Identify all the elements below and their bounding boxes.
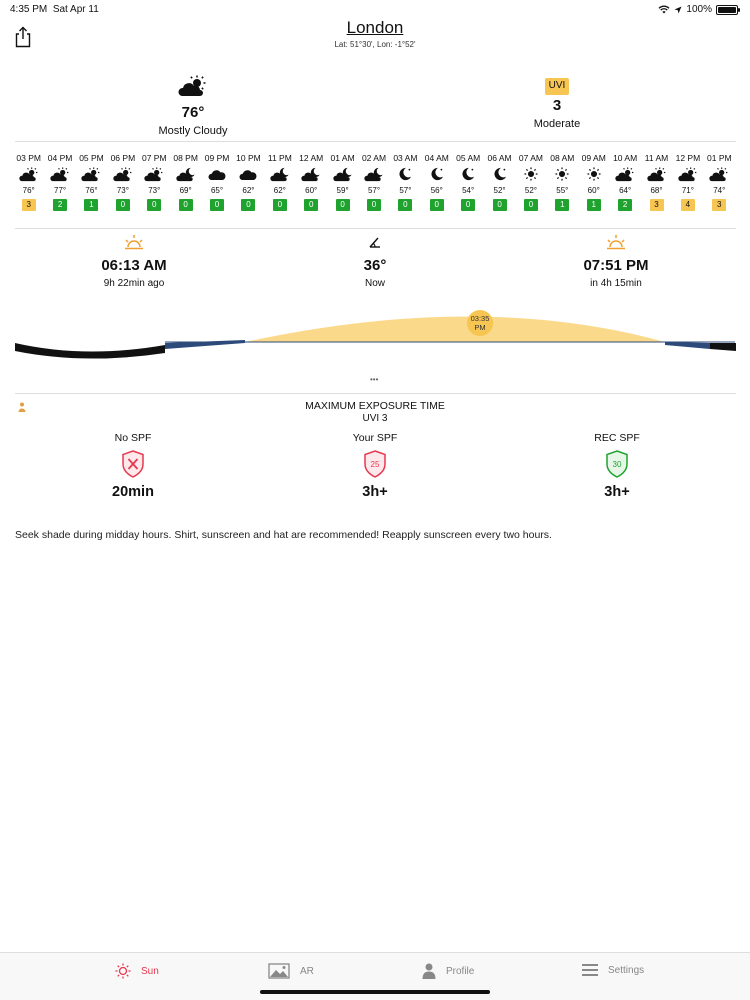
daylight-area xyxy=(245,317,665,343)
person-icon xyxy=(422,963,436,979)
hour-time: 04 PM xyxy=(47,153,73,163)
hour-uv-badge: 0 xyxy=(493,199,507,211)
hour-temperature: 52° xyxy=(524,185,537,195)
hour-uv-badge: 0 xyxy=(524,199,538,211)
hourly-item[interactable] xyxy=(107,153,138,211)
current-weather xyxy=(93,75,293,137)
cloudy-moon-icon xyxy=(296,165,327,183)
hour-time: 09 AM xyxy=(581,153,606,163)
hour-time: 04 AM xyxy=(424,153,449,163)
hourly-item[interactable] xyxy=(44,153,75,211)
partly-cloudy-day-icon xyxy=(13,165,44,183)
uvi-label: Moderate xyxy=(533,118,581,130)
location-arrow-icon xyxy=(674,6,682,14)
hour-temperature: 57° xyxy=(367,185,381,195)
hour-temperature: 71° xyxy=(681,185,694,195)
sun-angle-label: Now xyxy=(364,278,385,289)
hourly-item[interactable] xyxy=(390,153,421,211)
cloudy-moon-icon xyxy=(170,165,201,183)
cloudy-moon-icon xyxy=(327,165,358,183)
uvi-badge: UVI xyxy=(545,78,570,95)
partly-cloudy-day-icon xyxy=(641,165,672,183)
partly-cloudy-day-icon xyxy=(609,165,640,183)
hour-temperature: 62° xyxy=(242,185,255,195)
tab-profile[interactable] xyxy=(422,963,474,979)
hour-temperature: 73° xyxy=(148,185,161,195)
hourly-item[interactable] xyxy=(452,153,483,211)
hour-temperature: 76° xyxy=(22,185,35,195)
battery-percent: 100% xyxy=(686,4,712,15)
hour-uv-badge: 0 xyxy=(210,199,224,211)
hour-time: 05 PM xyxy=(79,153,104,163)
current-temperature: 76° xyxy=(181,104,205,121)
uvi-value: 3 xyxy=(552,97,562,114)
hour-time: 07 AM xyxy=(518,153,543,163)
hourly-item[interactable] xyxy=(578,153,609,211)
hourly-item[interactable] xyxy=(201,153,232,211)
current-time-line2: PM xyxy=(474,323,486,332)
hour-temperature: 59° xyxy=(336,185,349,195)
hour-uv-badge: 0 xyxy=(367,199,381,211)
person-icon xyxy=(18,402,26,412)
hourly-item[interactable] xyxy=(296,153,327,211)
hourly-item[interactable] xyxy=(233,153,264,211)
tab-profile-label: Profile xyxy=(446,965,475,977)
hourly-item[interactable] xyxy=(76,153,107,211)
hour-temperature: 56° xyxy=(430,185,443,195)
sun-info xyxy=(0,234,750,294)
hour-time: 09 PM xyxy=(204,153,230,163)
sunrise-icon xyxy=(123,234,145,250)
your-spf-time: 3h+ xyxy=(362,484,388,500)
hour-uv-badge: 0 xyxy=(116,199,130,211)
hourly-item[interactable] xyxy=(421,153,452,211)
your-spf-column xyxy=(305,432,445,500)
hour-uv-badge: 0 xyxy=(147,199,161,211)
hour-temperature: 68° xyxy=(650,185,663,195)
battery-icon xyxy=(716,5,738,15)
hour-time: 08 AM xyxy=(550,153,575,163)
sunset-icon xyxy=(605,234,627,250)
hourly-item[interactable] xyxy=(547,153,578,211)
cloudy-moon-icon xyxy=(358,165,389,183)
twilight-left xyxy=(165,340,245,349)
tab-ar-label: AR xyxy=(300,965,314,977)
hour-uv-badge: 3 xyxy=(712,199,726,211)
hour-temperature: 52° xyxy=(493,185,506,195)
partly-cloudy-day-icon xyxy=(139,165,170,183)
current-summary xyxy=(0,75,750,135)
hour-uv-badge: 0 xyxy=(179,199,193,211)
hour-temperature: 76° xyxy=(85,185,98,195)
hour-uv-badge: 0 xyxy=(336,199,350,211)
exposure-title: MAXIMUM EXPOSURE TIME xyxy=(305,400,445,412)
hour-uv-badge: 1 xyxy=(555,199,569,211)
sun-advice: Seek shade during midday hours. Shirt, sunscreen and hat are recommended! Reapply sunscreen every two hours. xyxy=(15,529,552,541)
tab-sun-label: Sun xyxy=(141,965,159,977)
hour-uv-badge: 0 xyxy=(461,199,475,211)
partly-cloudy-day-icon xyxy=(672,165,703,183)
hourly-item[interactable] xyxy=(641,153,672,211)
sun-path-chart xyxy=(15,305,736,365)
partly-cloudy-day-icon xyxy=(178,75,208,97)
rec-spf-column xyxy=(547,432,687,500)
current-uv xyxy=(457,75,657,130)
moon-icon xyxy=(390,165,421,183)
cloud-icon xyxy=(233,165,264,183)
hour-time: 10 AM xyxy=(613,153,638,163)
city-name[interactable]: London xyxy=(346,18,404,37)
hour-uv-badge: 0 xyxy=(398,199,412,211)
exposure-section xyxy=(0,400,750,500)
tab-sun[interactable] xyxy=(115,963,159,979)
sun-angle: 36° xyxy=(363,257,387,274)
moon-icon xyxy=(452,165,483,183)
hour-uv-badge: 1 xyxy=(84,199,98,211)
hourly-item[interactable] xyxy=(358,153,389,211)
image-icon xyxy=(268,963,290,979)
hour-time: 11 PM xyxy=(267,153,292,163)
divider xyxy=(15,393,736,394)
cloudy-moon-icon xyxy=(264,165,295,183)
twilight-right xyxy=(665,342,710,349)
no-spf-label: No SPF xyxy=(114,432,152,444)
hour-temperature: 60° xyxy=(587,185,600,195)
hourly-item[interactable] xyxy=(13,153,44,211)
no-spf-shield-icon xyxy=(122,450,144,478)
your-spf-shield-icon[interactable] xyxy=(364,450,386,478)
hourly-item[interactable] xyxy=(139,153,170,211)
hour-uv-badge: 2 xyxy=(53,199,67,211)
hourly-item[interactable] xyxy=(264,153,295,211)
hourly-item[interactable] xyxy=(672,153,703,211)
hour-uv-badge: 3 xyxy=(650,199,664,211)
sunset-relative: in 4h 15min xyxy=(590,278,642,289)
hour-time: 06 AM xyxy=(487,153,512,163)
sun-angle-icon xyxy=(367,234,383,250)
partly-cloudy-day-icon xyxy=(107,165,138,183)
wifi-icon xyxy=(658,5,670,14)
divider xyxy=(15,141,736,142)
hour-time: 07 PM xyxy=(141,153,167,163)
hour-time: 05 AM xyxy=(456,153,481,163)
rec-spf-time: 3h+ xyxy=(604,484,630,500)
sunrise-time: 06:13 AM xyxy=(101,257,167,274)
hour-time: 02 AM xyxy=(361,153,387,163)
hour-time: 06 PM xyxy=(110,153,136,163)
sunset-block xyxy=(536,234,696,289)
hour-time: 11 AM xyxy=(644,153,669,163)
hour-temperature: 74° xyxy=(713,185,726,195)
sun-icon xyxy=(115,963,131,979)
hour-time: 10 PM xyxy=(236,153,261,163)
home-indicator xyxy=(260,990,490,994)
night-curve-right xyxy=(710,343,736,351)
partly-cloudy-day-icon xyxy=(76,165,107,183)
hourly-item[interactable] xyxy=(170,153,201,211)
partly-cloudy-day-icon xyxy=(44,165,75,183)
hour-uv-badge: 0 xyxy=(273,199,287,211)
location-header xyxy=(0,18,750,49)
your-spf-label: Your SPF xyxy=(352,432,398,444)
cloud-icon xyxy=(201,165,232,183)
hour-time: 01 AM xyxy=(330,153,355,163)
sun-icon xyxy=(547,165,578,183)
hour-temperature: 69° xyxy=(179,185,192,195)
divider xyxy=(15,228,736,229)
hour-time: 08 PM xyxy=(173,153,198,163)
current-condition: Mostly Cloudy xyxy=(158,125,228,137)
no-spf-time: 20min xyxy=(112,484,154,500)
hour-time: 01 PM xyxy=(707,153,732,163)
exposure-uvi: UVI 3 xyxy=(362,413,388,424)
tab-settings-label: Settings xyxy=(608,964,645,976)
hour-uv-badge: 2 xyxy=(618,199,632,211)
hour-temperature: 73° xyxy=(116,185,129,195)
hour-time: 03 AM xyxy=(393,153,418,163)
sunset-time: 07:51 PM xyxy=(583,257,649,274)
rec-spf-value: 30 xyxy=(612,460,622,469)
status-time: 4:35 PM Sat Apr 11 xyxy=(10,4,99,15)
rec-spf-label: REC SPF xyxy=(594,432,640,444)
hourly-forecast[interactable] xyxy=(13,153,739,211)
hour-time: 03 PM xyxy=(16,153,41,163)
tab-bar xyxy=(0,952,750,1000)
hour-temperature: 55° xyxy=(556,185,569,195)
hour-temperature: 60° xyxy=(305,185,318,195)
page-indicator[interactable]: ••• xyxy=(370,375,379,384)
rec-spf-shield-icon xyxy=(606,450,628,478)
hour-temperature: 64° xyxy=(619,185,632,195)
moon-icon xyxy=(484,165,515,183)
hour-temperature: 77° xyxy=(54,185,67,195)
hourly-item[interactable] xyxy=(515,153,546,211)
moon-icon xyxy=(421,165,452,183)
status-bar xyxy=(0,0,750,20)
tab-settings[interactable] xyxy=(582,963,644,977)
tab-ar[interactable] xyxy=(268,963,314,979)
hour-temperature: 54° xyxy=(462,185,475,195)
hour-uv-badge: 3 xyxy=(22,199,36,211)
sun-icon xyxy=(515,165,546,183)
partly-cloudy-day-icon xyxy=(704,165,735,183)
sunrise-relative: 9h 22min ago xyxy=(103,278,165,289)
hourly-item[interactable] xyxy=(484,153,515,211)
sun-angle-block xyxy=(295,234,455,289)
hour-temperature: 65° xyxy=(210,185,224,195)
current-time-line1: 03:35 xyxy=(470,314,490,323)
night-curve-left xyxy=(15,343,165,359)
hourly-item[interactable] xyxy=(327,153,358,211)
hour-uv-badge: 0 xyxy=(430,199,444,211)
hour-temperature: 62° xyxy=(273,185,286,195)
hour-time: 12 AM xyxy=(299,153,324,163)
sunrise-block xyxy=(54,234,214,289)
menu-icon xyxy=(582,963,598,977)
hourly-item[interactable] xyxy=(609,153,640,211)
hour-time: 12 PM xyxy=(675,153,701,163)
hour-temperature: 57° xyxy=(399,185,412,195)
hour-uv-badge: 4 xyxy=(681,199,695,211)
hour-uv-badge: 1 xyxy=(587,199,601,211)
hour-uv-badge: 0 xyxy=(241,199,255,211)
hourly-item[interactable] xyxy=(704,153,735,211)
your-spf-value: 25 xyxy=(370,460,380,469)
coordinates: Lat: 51°30', Lon: -1°52' xyxy=(334,40,416,49)
no-spf-column xyxy=(63,432,203,500)
hour-uv-badge: 0 xyxy=(304,199,318,211)
sun-icon xyxy=(578,165,609,183)
